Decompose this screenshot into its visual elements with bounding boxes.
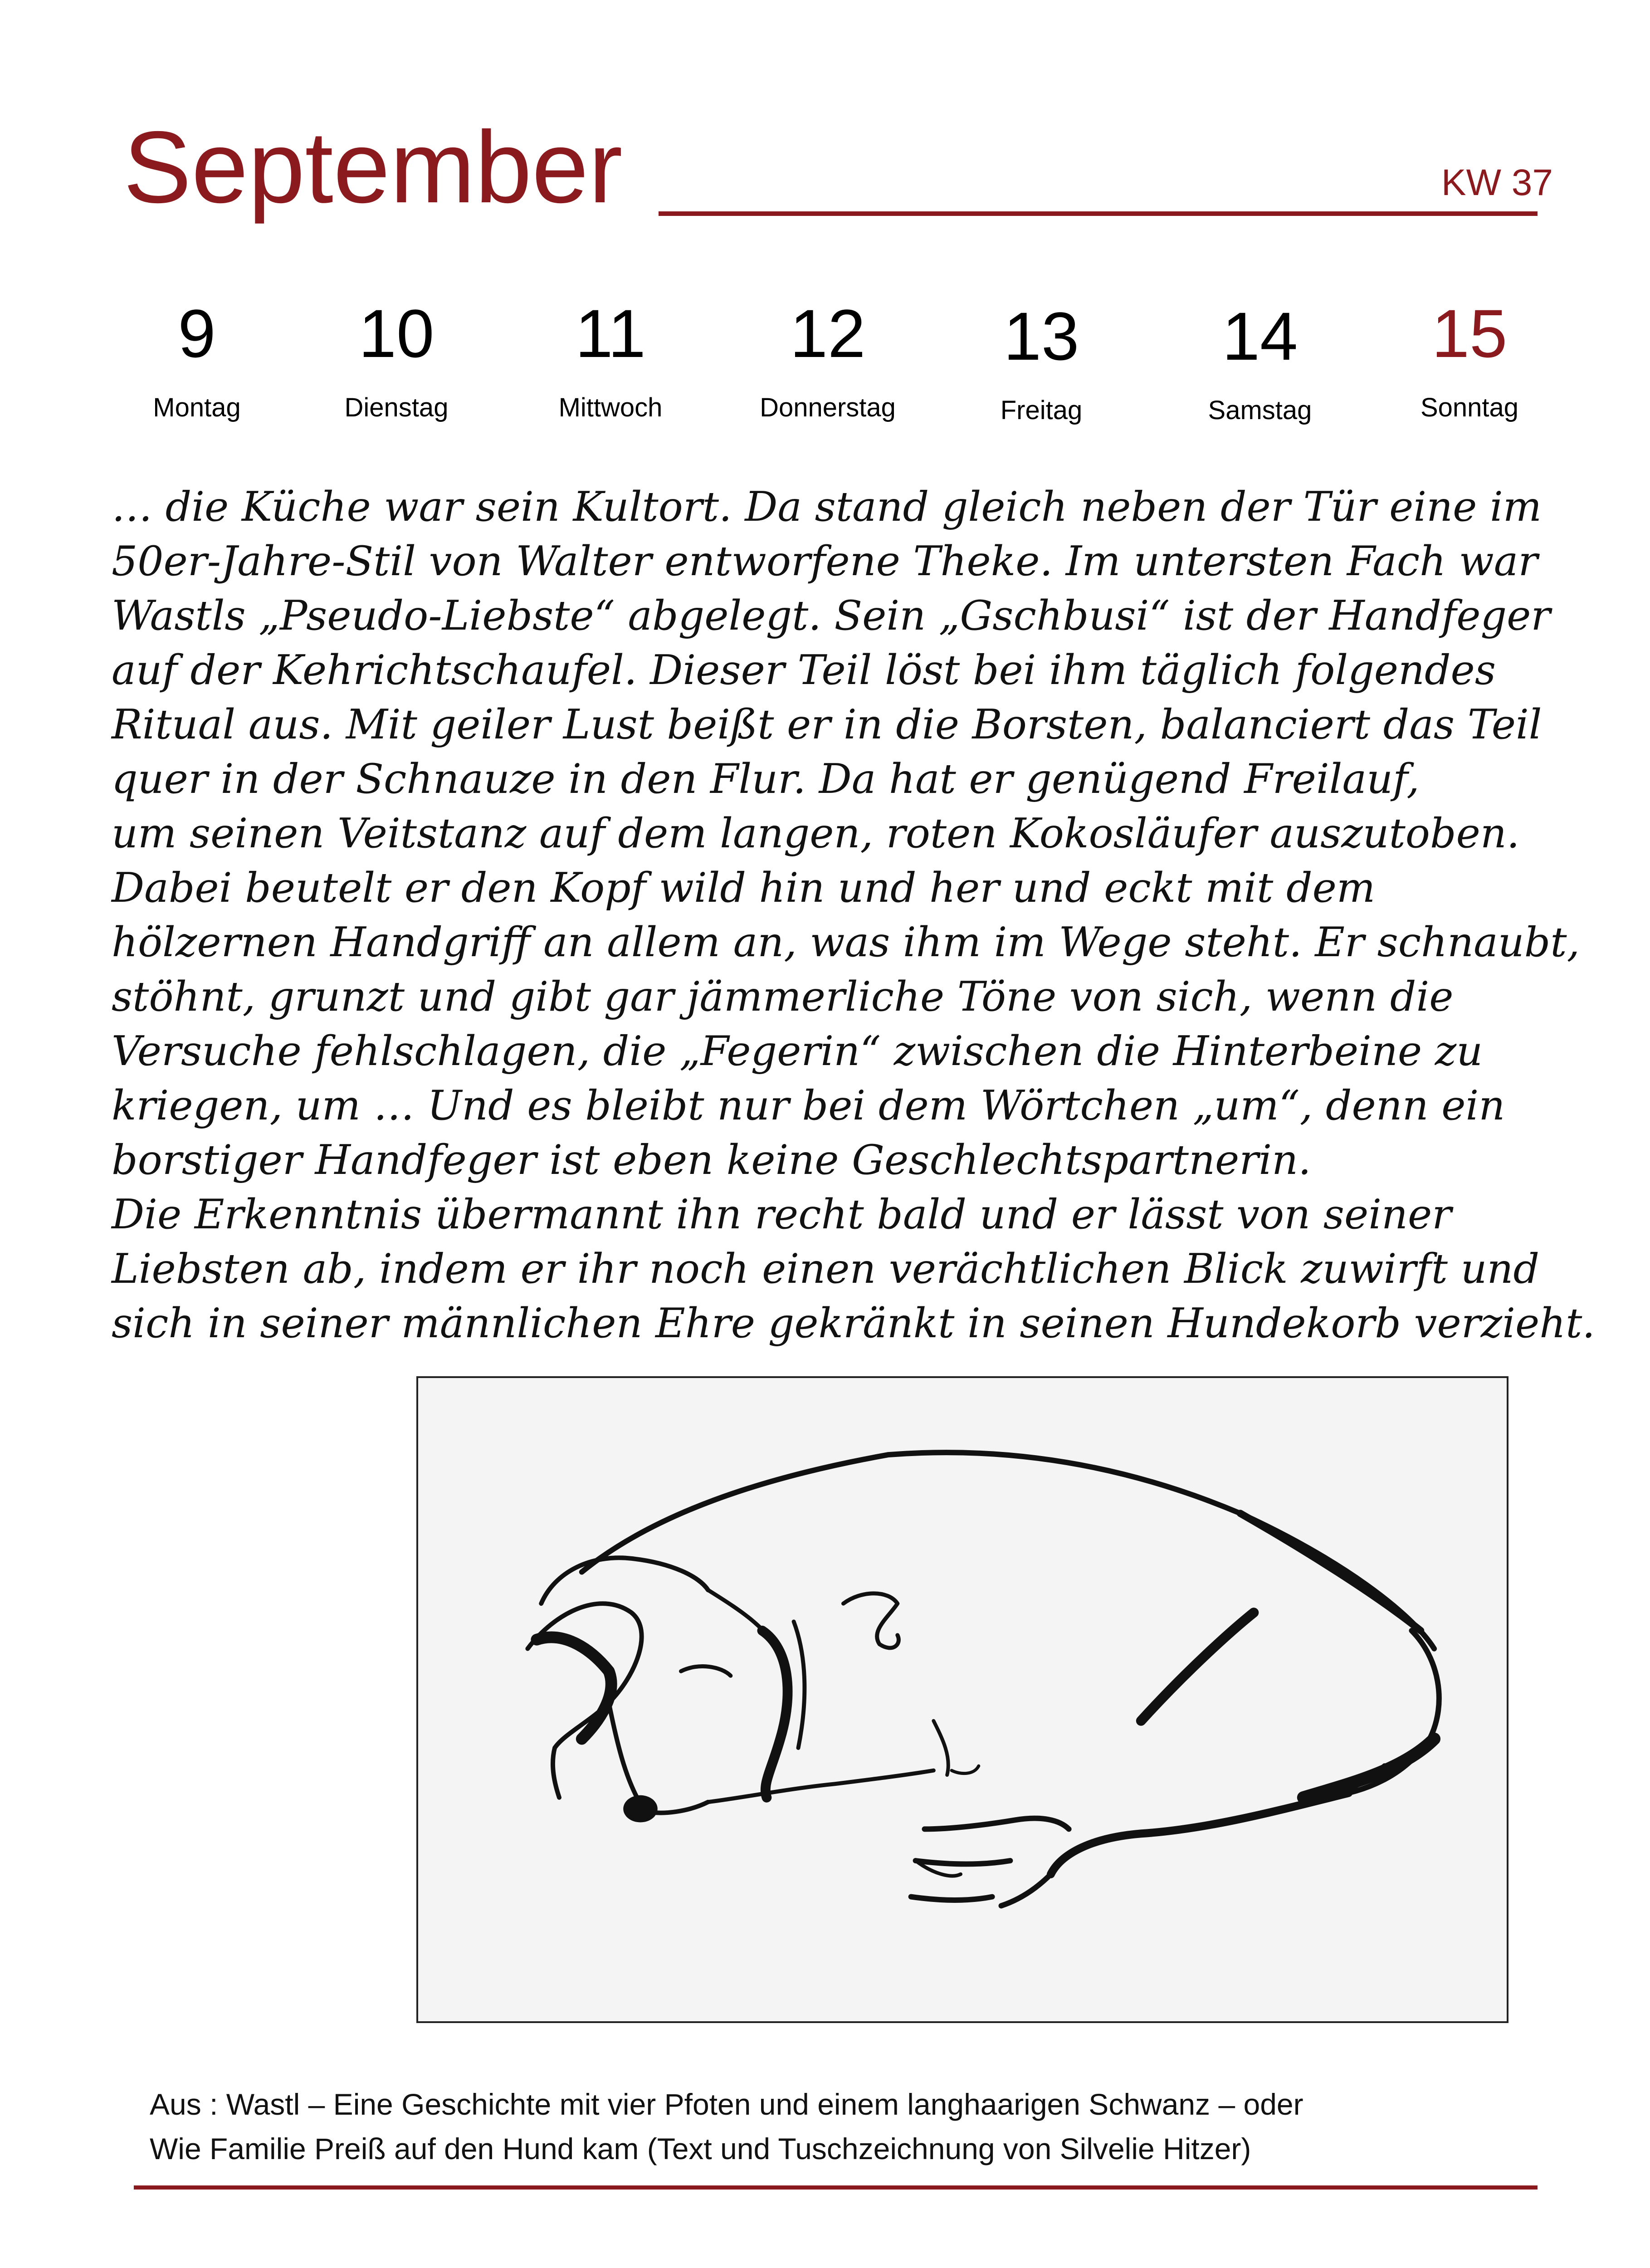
illustration-caption	[150, 2082, 1556, 2171]
day-name: Sonntag	[1420, 393, 1519, 422]
day-number: 14	[1222, 298, 1298, 374]
story-line: auf der Kehrichtschaufel. Dieser Teil löst bei ihm täglich folgendes	[112, 646, 1496, 694]
sleeping-dog-icon	[418, 1378, 1507, 2021]
day-tuesday	[306, 295, 487, 422]
day-number: 12	[790, 295, 866, 371]
day-name: Dienstag	[344, 393, 449, 422]
day-thursday	[737, 295, 918, 422]
story-line: stöhnt, grunzt und gibt gar jämmerliche Töne von sich, wenn die	[112, 973, 1454, 1021]
story-line: Ritual aus. Mit geiler Lust beißt er in die Borsten, balanciert das Teil	[112, 701, 1542, 748]
day-monday	[106, 295, 288, 422]
day-number: 11	[575, 295, 646, 371]
story-line: kriegen, um … Und es bleibt nur bei dem Wörtchen „um“, denn ein	[112, 1082, 1505, 1129]
day-friday	[951, 298, 1132, 425]
story-line: Liebsten ab, indem er ihr noch einen verächtlichen Blick zuwirft und	[112, 1245, 1540, 1293]
story-line: sich in seiner männlichen Ehre gekränkt in seinen Hundekorb verzieht.	[112, 1300, 1595, 1347]
story-line: borstiger Handfeger ist eben keine Geschlechtspartnerin.	[112, 1136, 1311, 1184]
story-line: … die Küche war sein Kultort. Da stand gleich neben der Tür eine im	[112, 483, 1542, 531]
story-line: um seinen Veitstanz auf dem langen, roten Kokosläufer auszutoben.	[112, 810, 1520, 857]
caption-line: Wie Familie Preiß auf den Hund kam (Text und Tuschzeichnung von Silvelie Hitzer)	[150, 2132, 1251, 2165]
story-line: Dabei beutelt er den Kopf wild hin und her und eckt mit dem	[112, 864, 1376, 912]
day-number: 9	[178, 295, 216, 371]
header-divider	[659, 211, 1538, 216]
day-sunday	[1379, 295, 1560, 422]
story-line: Wastls „Pseudo-Liebste“ abgelegt. Sein „Gschbusi“ ist der Handfeger	[112, 592, 1551, 640]
story-line: 50er-Jahre-Stil von Walter entworfene Theke. Im untersten Fach war	[112, 538, 1538, 585]
day-name: Mittwoch	[558, 393, 663, 422]
calendar-week-label: KW 37	[1441, 162, 1553, 203]
day-number: 10	[358, 295, 434, 371]
day-name: Donnerstag	[760, 393, 896, 422]
sleeping-dog-drawing	[416, 1376, 1508, 2023]
story-line: Die Erkenntnis übermannt ihn recht bald und er lässt von seiner	[112, 1191, 1452, 1238]
caption-line: Aus : Wastl – Eine Geschichte mit vier Pfoten und einem langhaarigen Schwanz – oder	[150, 2087, 1303, 2121]
day-name: Freitag	[1000, 396, 1083, 425]
day-wednesday	[520, 295, 701, 422]
day-number: 13	[1003, 298, 1079, 374]
story-line: quer in der Schnauze in den Flur. Da hat er genügend Freilauf,	[112, 755, 1420, 803]
month-title: September	[123, 110, 623, 224]
day-name: Montag	[153, 393, 241, 422]
story-line: Versuche fehlschlagen, die „Fegerin“ zwischen die Hinterbeine zu	[112, 1027, 1483, 1075]
day-saturday	[1169, 298, 1351, 425]
footer-divider	[134, 2185, 1538, 2190]
day-name: Samstag	[1208, 396, 1312, 425]
day-number: 15	[1431, 295, 1508, 371]
story-text	[112, 480, 1595, 1351]
story-line: hölzernen Handgriff an allem an, was ihm im Wege steht. Er schnaubt,	[112, 919, 1580, 966]
